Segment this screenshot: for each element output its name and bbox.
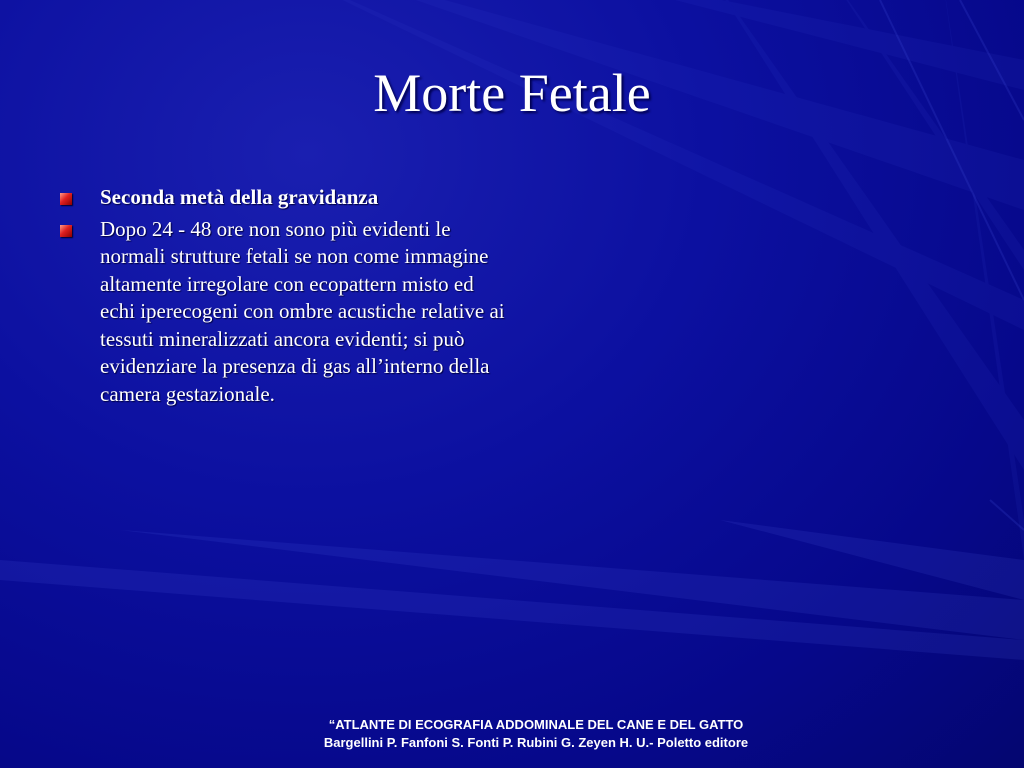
bullet-item [58, 184, 508, 212]
bullet-text: Dopo 24 - 48 ore non sono più evidenti le normali strutture fetali se non come immagine altamente irregolare con ecopattern misto ed echi iperecogeni con ombre acustiche relative ai tessuti mineralizzati ancora evidenti; si può evidenziare la presenza di gas all’interno della camera gestazionale. [100, 216, 505, 406]
bullet-marker-icon [60, 193, 72, 205]
bullet-list [58, 184, 508, 412]
bullet-item [58, 216, 508, 409]
slide-title: Morte Fetale [373, 63, 651, 123]
footer-line-2: Bargellini P. Fanfoni S. Fonti P. Rubini G. Zeyen H. U.- Poletto editore [323, 735, 749, 750]
bullet-text: Seconda metà della gravidanza [100, 185, 379, 209]
footer-line-1: “ATLANTE DI ECOGRAFIA ADDOMINALE DEL CANE E DEL GATTO [328, 717, 744, 732]
slide-footer [0, 716, 1024, 752]
bullet-marker-icon [60, 225, 72, 237]
